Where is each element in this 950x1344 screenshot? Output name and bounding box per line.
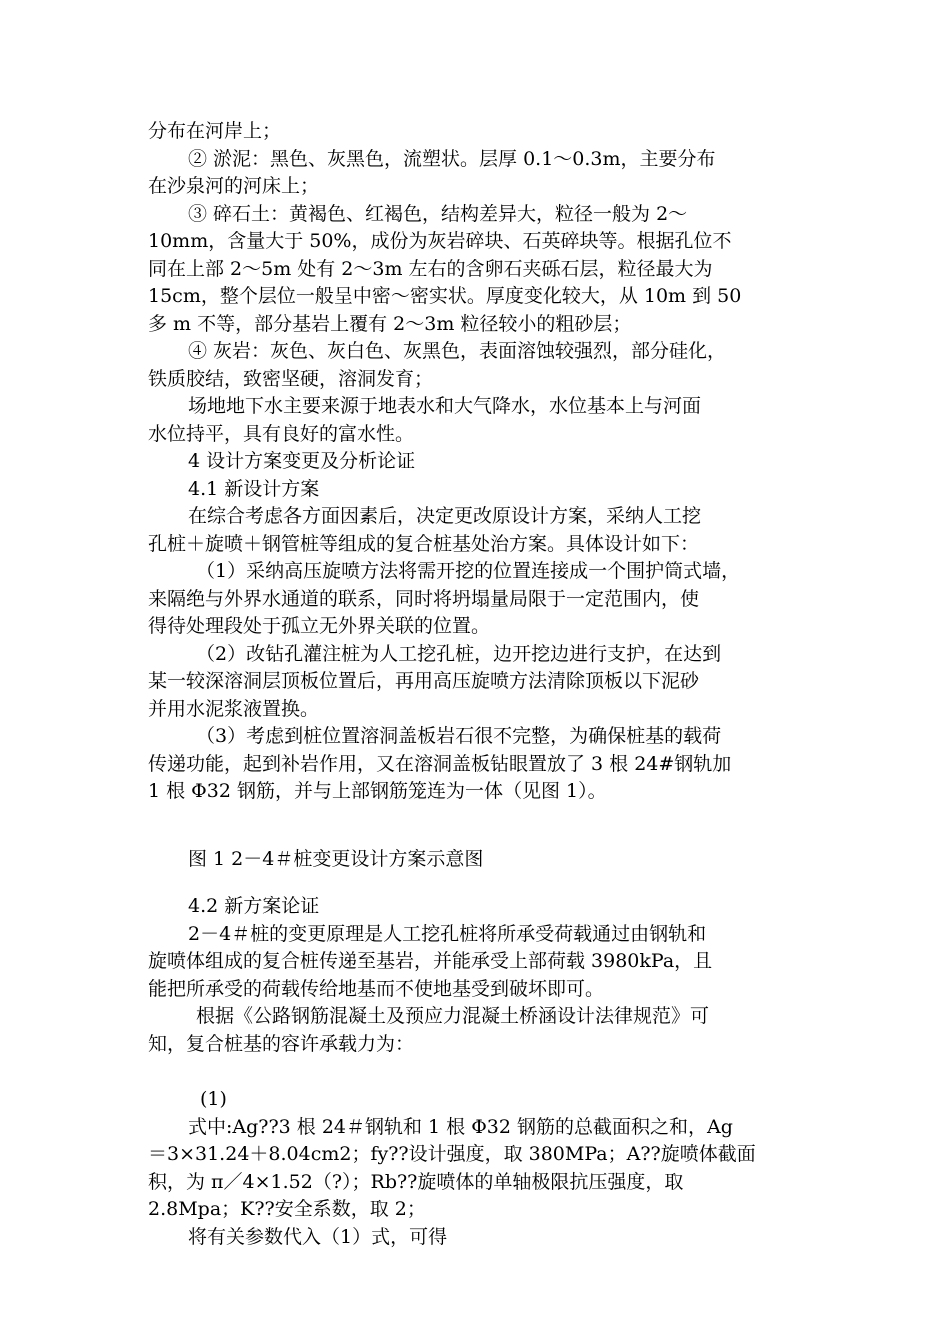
- text-line: 得待处理段处于孤立无外界关联的位置。: [148, 615, 491, 637]
- text-line: 将有关参数代入（1）式，可得: [188, 1225, 448, 1248]
- text-line: 15cm，整个层位一般呈中密～密实状。厚度变化较大，从 10m 到 50: [148, 285, 742, 307]
- text-line: ＝3×31.24＋8.04cm2；fy??设计强度，取 380MPa；A??旋喷体截面: [148, 1143, 756, 1165]
- text-line: 场地地下水主要来源于地表水和大气降水，水位基本上与河面: [188, 395, 702, 417]
- text-line: 传递功能，起到补岩作用，又在溶洞盖板钻眼置放了 3 根 24#钢轨加: [148, 752, 732, 775]
- text-line: 分布在河岸上；: [148, 120, 282, 142]
- text-line: 能把所承受的荷载传给地基而不使地基受到破坏即可。: [148, 977, 605, 1000]
- text-line: 知，复合桩基的容许承载力为：: [148, 1032, 415, 1055]
- section-heading: 4 设计方案变更及分析论证: [188, 450, 416, 472]
- document-page: [148, 118, 828, 1251]
- section-heading: 4.2 新方案论证: [188, 895, 320, 917]
- text-line: （1）采纳高压旋喷方法将需开挖的位置连接成一个围护筒式墙，: [196, 560, 741, 582]
- text-line: ② 淤泥：黑色、灰黑色，流塑状。层厚 0.1～0.3m，主要分布: [188, 147, 716, 170]
- text-line: 在沙泉河的河床上；: [148, 175, 320, 197]
- figure-spacer: [148, 806, 828, 846]
- text-line: ④ 灰岩：灰色、灰白色、灰黑色，表面溶蚀较强烈，部分硅化，: [188, 340, 727, 362]
- text-line: 1 根 Φ32 钢筋，并与上部钢筋笼连为一体（见图 1）。: [148, 780, 607, 802]
- equation-label: (1): [200, 1088, 227, 1110]
- text-line: 2.8Mpa；K??安全系数，取 2；: [148, 1198, 426, 1220]
- text-line: 2－4＃桩的变更原理是人工挖孔桩将所承受荷载通过由钢轨和: [188, 922, 707, 945]
- text-line: 式中:Ag??3 根 24＃钢轨和 1 根 Φ32 钢筋的总截面积之和，Ag: [188, 1115, 733, 1138]
- text-line: 铁质胶结，致密坚硬，溶洞发育；: [148, 367, 434, 390]
- text-line: 旋喷体组成的复合桩传递至基岩，并能承受上部荷载 3980kPa，且: [148, 950, 713, 972]
- spacer: [148, 873, 828, 893]
- text-line: ③ 碎石土：黄褐色、红褐色，结构差异大，粒径一般为 2～: [188, 202, 688, 225]
- text-line: 10mm，含量大于 50%，成份为灰岩碎块、石英碎块等。根据孔位不: [148, 230, 732, 252]
- text-line: 根据《公路钢筋混凝土及预应力混凝土桥涵设计法律规范》可: [196, 1005, 710, 1027]
- text-line: 水位持平，具有良好的富水性。: [148, 422, 415, 445]
- text-line: 积，为 π／4×1.52（?）；Rb??旋喷体的单轴极限抗压强度，取: [148, 1170, 684, 1193]
- text-line: 同在上部 2～5m 处有 2～3m 左右的含卵石夹砾石层，粒径最大为: [148, 257, 713, 280]
- text-line: （3）考虑到桩位置溶洞盖板岩石很不完整，为确保桩基的载荷: [196, 725, 722, 747]
- text-line: 在综合考虑各方面因素后，决定更改原设计方案，采纳人工挖: [188, 505, 702, 527]
- text-line: （2）改钻孔灌注桩为人工挖孔桩，边开挖边进行支护，在达到: [196, 642, 722, 665]
- equation-spacer: [148, 1058, 828, 1086]
- text-line: 多 m 不等，部分基岩上覆有 2～3m 粒径较小的粗砂层；: [148, 312, 632, 335]
- figure-caption: 图 1 2－4＃桩变更设计方案示意图: [188, 847, 484, 870]
- text-line: 某一较深溶洞层顶板位置后，再用高压旋喷方法清除顶板以下泥砂: [148, 670, 700, 692]
- text-line: 孔桩＋旋喷＋钢管桩等组成的复合桩基处治方案。具体设计如下：: [148, 532, 700, 555]
- section-heading: 4.1 新设计方案: [188, 477, 320, 500]
- text-line: 来隔绝与外界水通道的联系，同时将坍塌量局限于一定范围内，使: [148, 587, 700, 610]
- text-line: 并用水泥浆液置换。: [148, 697, 320, 720]
